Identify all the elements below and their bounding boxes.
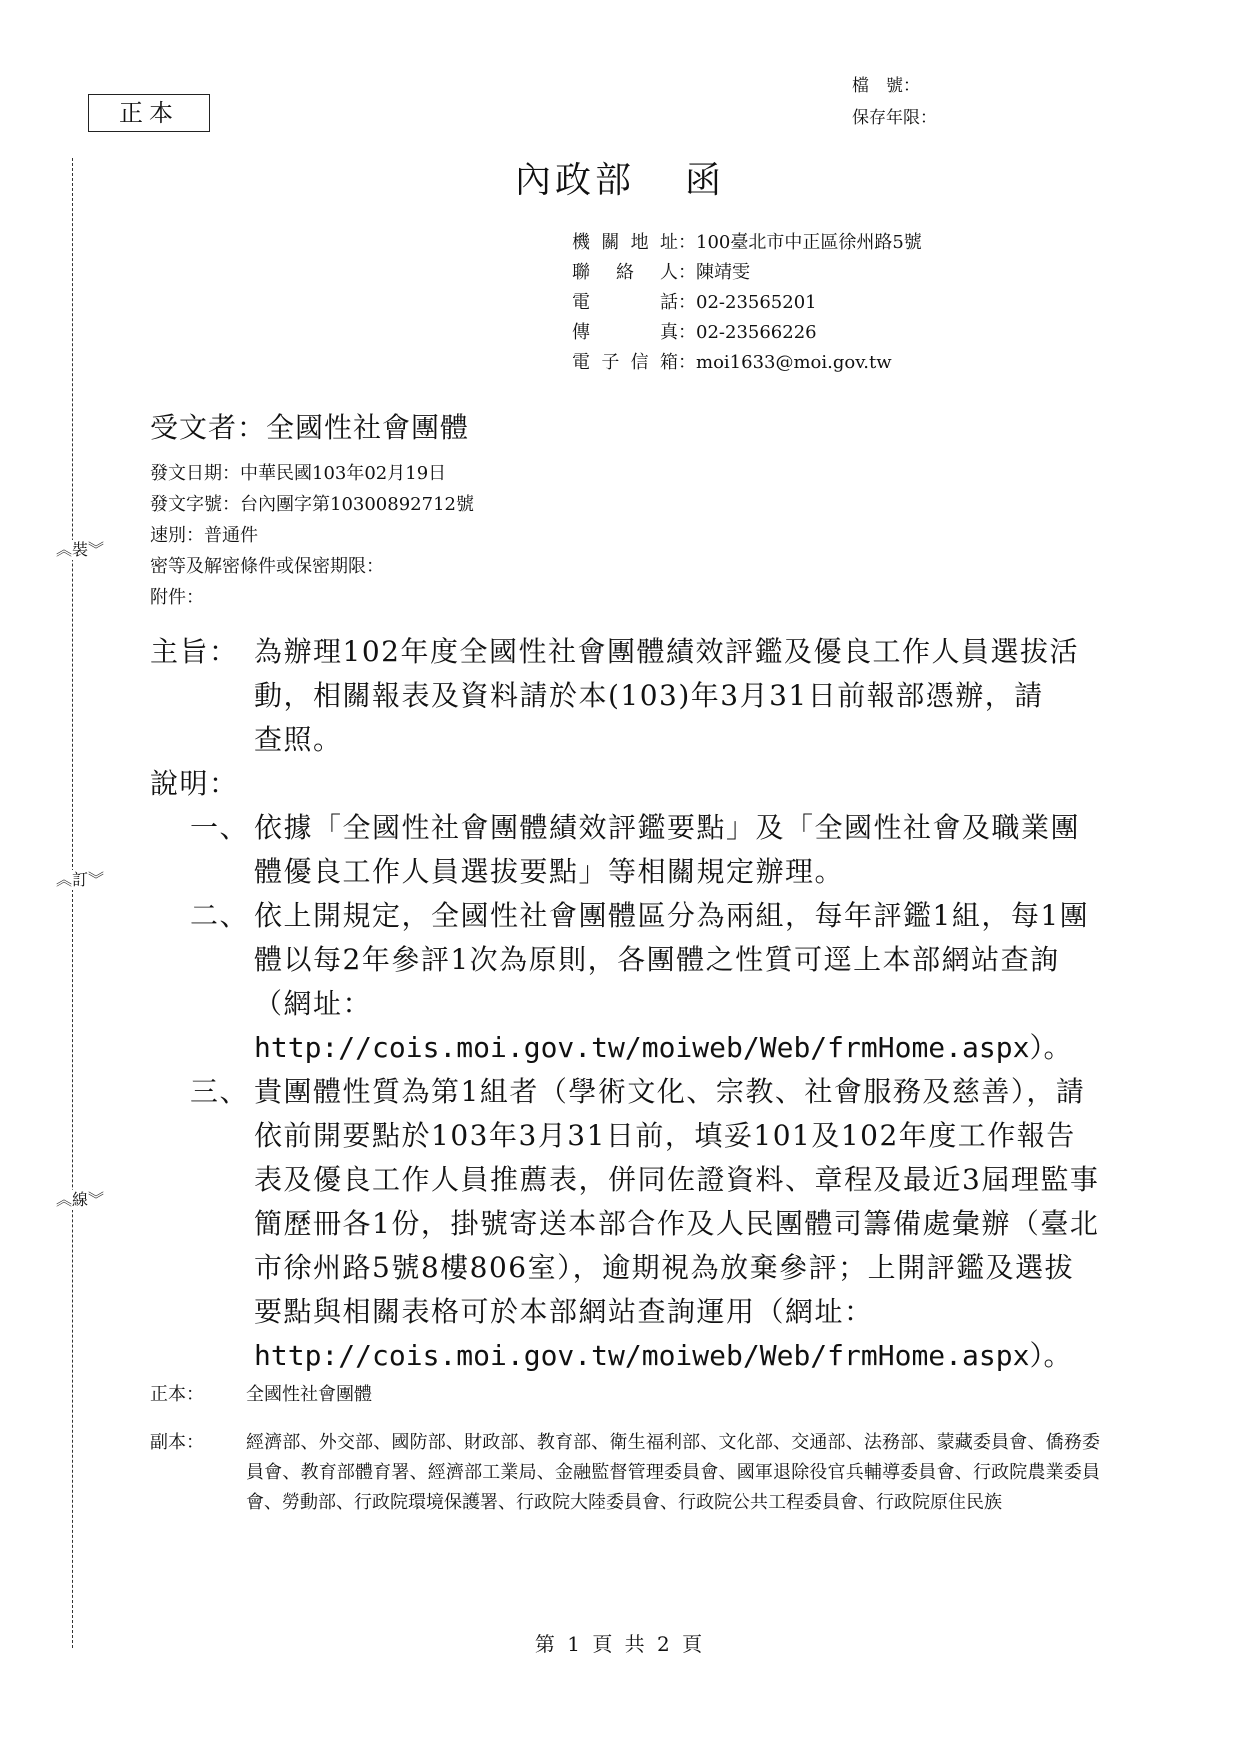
title-agency: 內政部 [514, 160, 635, 201]
document-number: 發文字號：台內團字第10300892712號 [150, 494, 474, 515]
item-number: 一、 [190, 811, 250, 844]
security-level: 密等及解密條件或保密期限： [150, 556, 384, 577]
distribution-copy [150, 1428, 1100, 1518]
attachments: 附件： [150, 587, 204, 608]
distribution-original [150, 1380, 1100, 1410]
original-label: 正本： [150, 1384, 204, 1405]
website-link[interactable]: http://cois.moi.gov.tw/moiweb/Web/frmHome.aspx）。 [254, 1339, 1072, 1372]
agency-info-label: 傳真 [572, 322, 678, 343]
explanation-item [150, 806, 1100, 894]
recipient: 受文者：全國性社會團體 [150, 411, 470, 444]
retention-label: 保存年限： [852, 108, 937, 128]
item-text: 貴團體性質為第1組者（學術文化、宗教、社會服務及慈善），請依前開要點於103年3月31日前，填妥101及102年度工作報告表及優良工作人員推薦表，併同佐證資料、章程及最近3屆理監事簡歷冊各1份，掛號寄送本部合作及人民團體司籌備處彙辦（臺北市徐州路5號8樓806室），逾期視為放棄參評；上開評鑑及選拔要點與相關表格可於本部網站查詢運用（網址： [254, 1075, 1100, 1328]
agency-email: moi1633@moi.gov.tw [696, 352, 892, 373]
delivery-speed: 速別：普通件 [150, 525, 258, 546]
agency-info-value: 陳靖雯 [696, 262, 750, 283]
document-body [150, 630, 1100, 1378]
binding-mark-ding: ︽訂︾ [56, 870, 105, 889]
binding-mark-xian: ︽線︾ [56, 1190, 105, 1209]
file-info [852, 70, 937, 134]
copy-label: 副本： [150, 1432, 204, 1453]
original-recipients: 全國性社會團體 [246, 1384, 372, 1405]
agency-info-value: 100臺北市中正區徐州路5號 [696, 232, 922, 253]
agency-info-label: 機關地址 [572, 232, 678, 253]
document-title [0, 152, 1240, 203]
explanation-item [150, 1070, 1100, 1378]
agency-info-label: 電子信箱 [572, 352, 678, 373]
page-number: 第 1 頁 共 2 頁 [534, 1632, 706, 1656]
agency-info-row: 電話 ： 02-23565201 [572, 288, 922, 318]
explanation-label: 說明： [150, 767, 239, 800]
document-metadata [150, 458, 474, 613]
copy-type-stamp: 正本 [88, 94, 210, 132]
copy-recipients: 經濟部、外交部、國防部、財政部、教育部、衛生福利部、文化部、交通部、法務部、蒙藏委員會、僑務委員會、教育部體育署、經濟部工業局、金融監督管理委員會、國軍退除役官兵輔導委員會、行政院農業委員會、勞動部、行政院環境保護署、行政院大陸委員會、行政院公共工程委員會、行政院原住民族 [246, 1432, 1100, 1513]
subject-label: 主旨： [150, 635, 239, 668]
agency-info-row: 機關地址 ： 100臺北市中正區徐州路5號 [572, 228, 922, 258]
agency-info-label: 聯絡人 [572, 262, 678, 283]
binding-mark-zhuang: ︽裝︾ [56, 540, 105, 559]
item-number: 二、 [190, 899, 250, 932]
item-text: 依據「全國性社會團體績效評鑑要點」及「全國性社會及職業團體優良工作人員選拔要點」等相關規定辦理。 [254, 811, 1081, 888]
agency-info-value: 02-23565201 [696, 292, 817, 313]
agency-info-value: 02-23566226 [696, 322, 817, 343]
website-link[interactable]: http://cois.moi.gov.tw/moiweb/Web/frmHome.aspx）。 [254, 1031, 1072, 1064]
binding-dashed-line [72, 158, 73, 1648]
item-text: 依上開規定，全國性社會團體區分為兩組，每年評鑑1組，每1團體以每2年參評1次為原則，各團體之性質可逕上本部網站查詢（網址： [254, 899, 1090, 1020]
subject-paragraph [150, 630, 1100, 762]
issue-date: 發文日期：中華民國103年02月19日 [150, 463, 447, 484]
agency-info-row: 電子信箱 ： moi1633@moi.gov.tw [572, 348, 922, 378]
agency-info-row: 聯絡人 ： 陳靖雯 [572, 258, 922, 288]
title-doc-type: 函 [685, 160, 726, 201]
item-number: 三、 [190, 1075, 250, 1108]
agency-contact-info [572, 228, 922, 378]
agency-info-row: 傳真 ： 02-23566226 [572, 318, 922, 348]
agency-info-label: 電話 [572, 292, 678, 313]
subject-text: 為辦理102年度全國性社會團體績效評鑑及優良工作人員選拔活動，相關報表及資料請於本(103)年3月31日前報部憑辦，請 查照。 [254, 635, 1079, 756]
explanation-item [150, 894, 1100, 1070]
archive-no-label: 檔 號： [852, 76, 920, 96]
